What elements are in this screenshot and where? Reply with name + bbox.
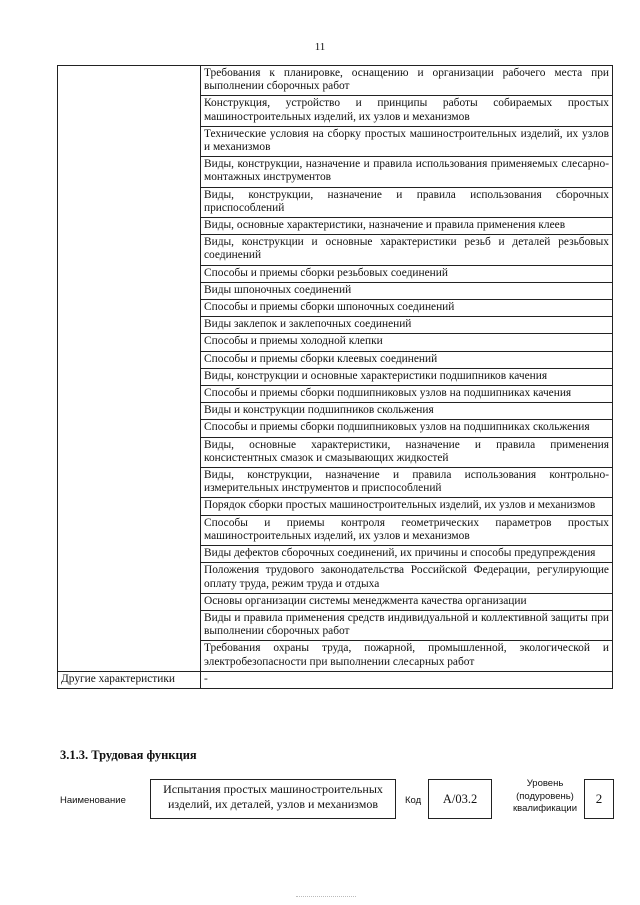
level-value-box: 2: [584, 779, 614, 819]
requirement-cell: Способы и приемы контроля геометрических параметров простых машиностроительных изделий, их узлов и механизмов: [201, 515, 613, 545]
knowledge-table-body: [58, 66, 613, 689]
requirement-cell: Способы и приемы сборки подшипниковых узлов на подшипниках качения: [201, 386, 613, 403]
requirement-cell: Виды шпоночных соединений: [201, 282, 613, 299]
requirement-cell: Основы организации системы менеджмента качества организации: [201, 593, 613, 610]
requirement-cell: Конструкция, устройство и принципы работы собираемых простых машиностроительных изделий, их узлов и механизмов: [201, 96, 613, 126]
section-title: 3.1.3. Трудовая функция: [60, 748, 197, 762]
other-characteristics-value: -: [201, 671, 613, 688]
requirement-cell: Способы и приемы сборки резьбовых соединений: [201, 265, 613, 282]
table-row: [58, 66, 613, 96]
labor-function-block: [60, 776, 620, 836]
requirement-cell: Положения трудового законодательства Российской Федерации, регулирующие оплату труда, режим труда и отдыха: [201, 563, 613, 593]
requirement-cell: Виды, основные характеристики, назначение и правила применения консистентных смазок и смазывающих жидкостей: [201, 437, 613, 467]
code-label: Код: [405, 795, 422, 806]
level-label: Уровень (подуровень) квалификации: [512, 778, 578, 814]
requirement-cell: Виды, конструкции и основные характеристики резьб и деталей резьбовых соединений: [201, 235, 613, 265]
other-characteristics-label: Другие характеристики: [58, 671, 201, 688]
requirement-cell: Виды заклепок и заклепочных соединений: [201, 317, 613, 334]
requirement-cell: Способы и приемы сборки подшипниковых узлов на подшипниках скольжения: [201, 420, 613, 437]
page-number: 11: [314, 41, 326, 53]
requirement-cell: Виды и конструкции подшипников скольжения: [201, 403, 613, 420]
requirement-cell: Виды, конструкции, назначение и правила использования сборочных приспособлений: [201, 187, 613, 217]
requirement-cell: Виды и правила применения средств индивидуальной и коллективной защиты при выполнении сборочных работ: [201, 610, 613, 640]
requirement-cell: Виды, конструкции, назначение и правила использования контрольно-измерительных инструментов и приспособлений: [201, 468, 613, 498]
requirement-cell: Требования к планировке, оснащению и организации рабочего места при выполнении сборочных работ: [201, 66, 613, 96]
footer-mark: [296, 896, 356, 899]
requirement-cell: Способы и приемы холодной клепки: [201, 334, 613, 351]
requirement-cell: Виды, основные характеристики, назначение и правила применения клеев: [201, 218, 613, 235]
name-label: Наименование: [60, 795, 126, 806]
requirement-cell: Виды дефектов сборочных соединений, их причины и способы предупреждения: [201, 546, 613, 563]
code-value-box: А/03.2: [428, 779, 492, 819]
requirement-cell: Порядок сборки простых машиностроительных изделий, их узлов и механизмов: [201, 498, 613, 515]
table-row-other: [58, 671, 613, 688]
requirement-cell: Способы и приемы сборки шпоночных соединений: [201, 300, 613, 317]
requirement-cell: Виды, конструкции и основные характеристики подшипников качения: [201, 368, 613, 385]
knowledge-table: [57, 65, 613, 689]
requirement-cell: Способы и приемы сборки клеевых соединений: [201, 351, 613, 368]
requirement-cell: Виды, конструкции, назначение и правила использования применяемых слесарно-монтажных инструментов: [201, 157, 613, 187]
knowledge-label-cell: [58, 66, 201, 672]
requirement-cell: Требования охраны труда, пожарной, промышленной, экологической и электробезопасности при выполнении слесарных работ: [201, 641, 613, 671]
requirement-cell: Технические условия на сборку простых машиностроительных изделий, их узлов и механизмов: [201, 126, 613, 156]
name-value-box: Испытания простых машиностроительных изделий, их деталей, узлов и механизмов: [150, 779, 396, 819]
